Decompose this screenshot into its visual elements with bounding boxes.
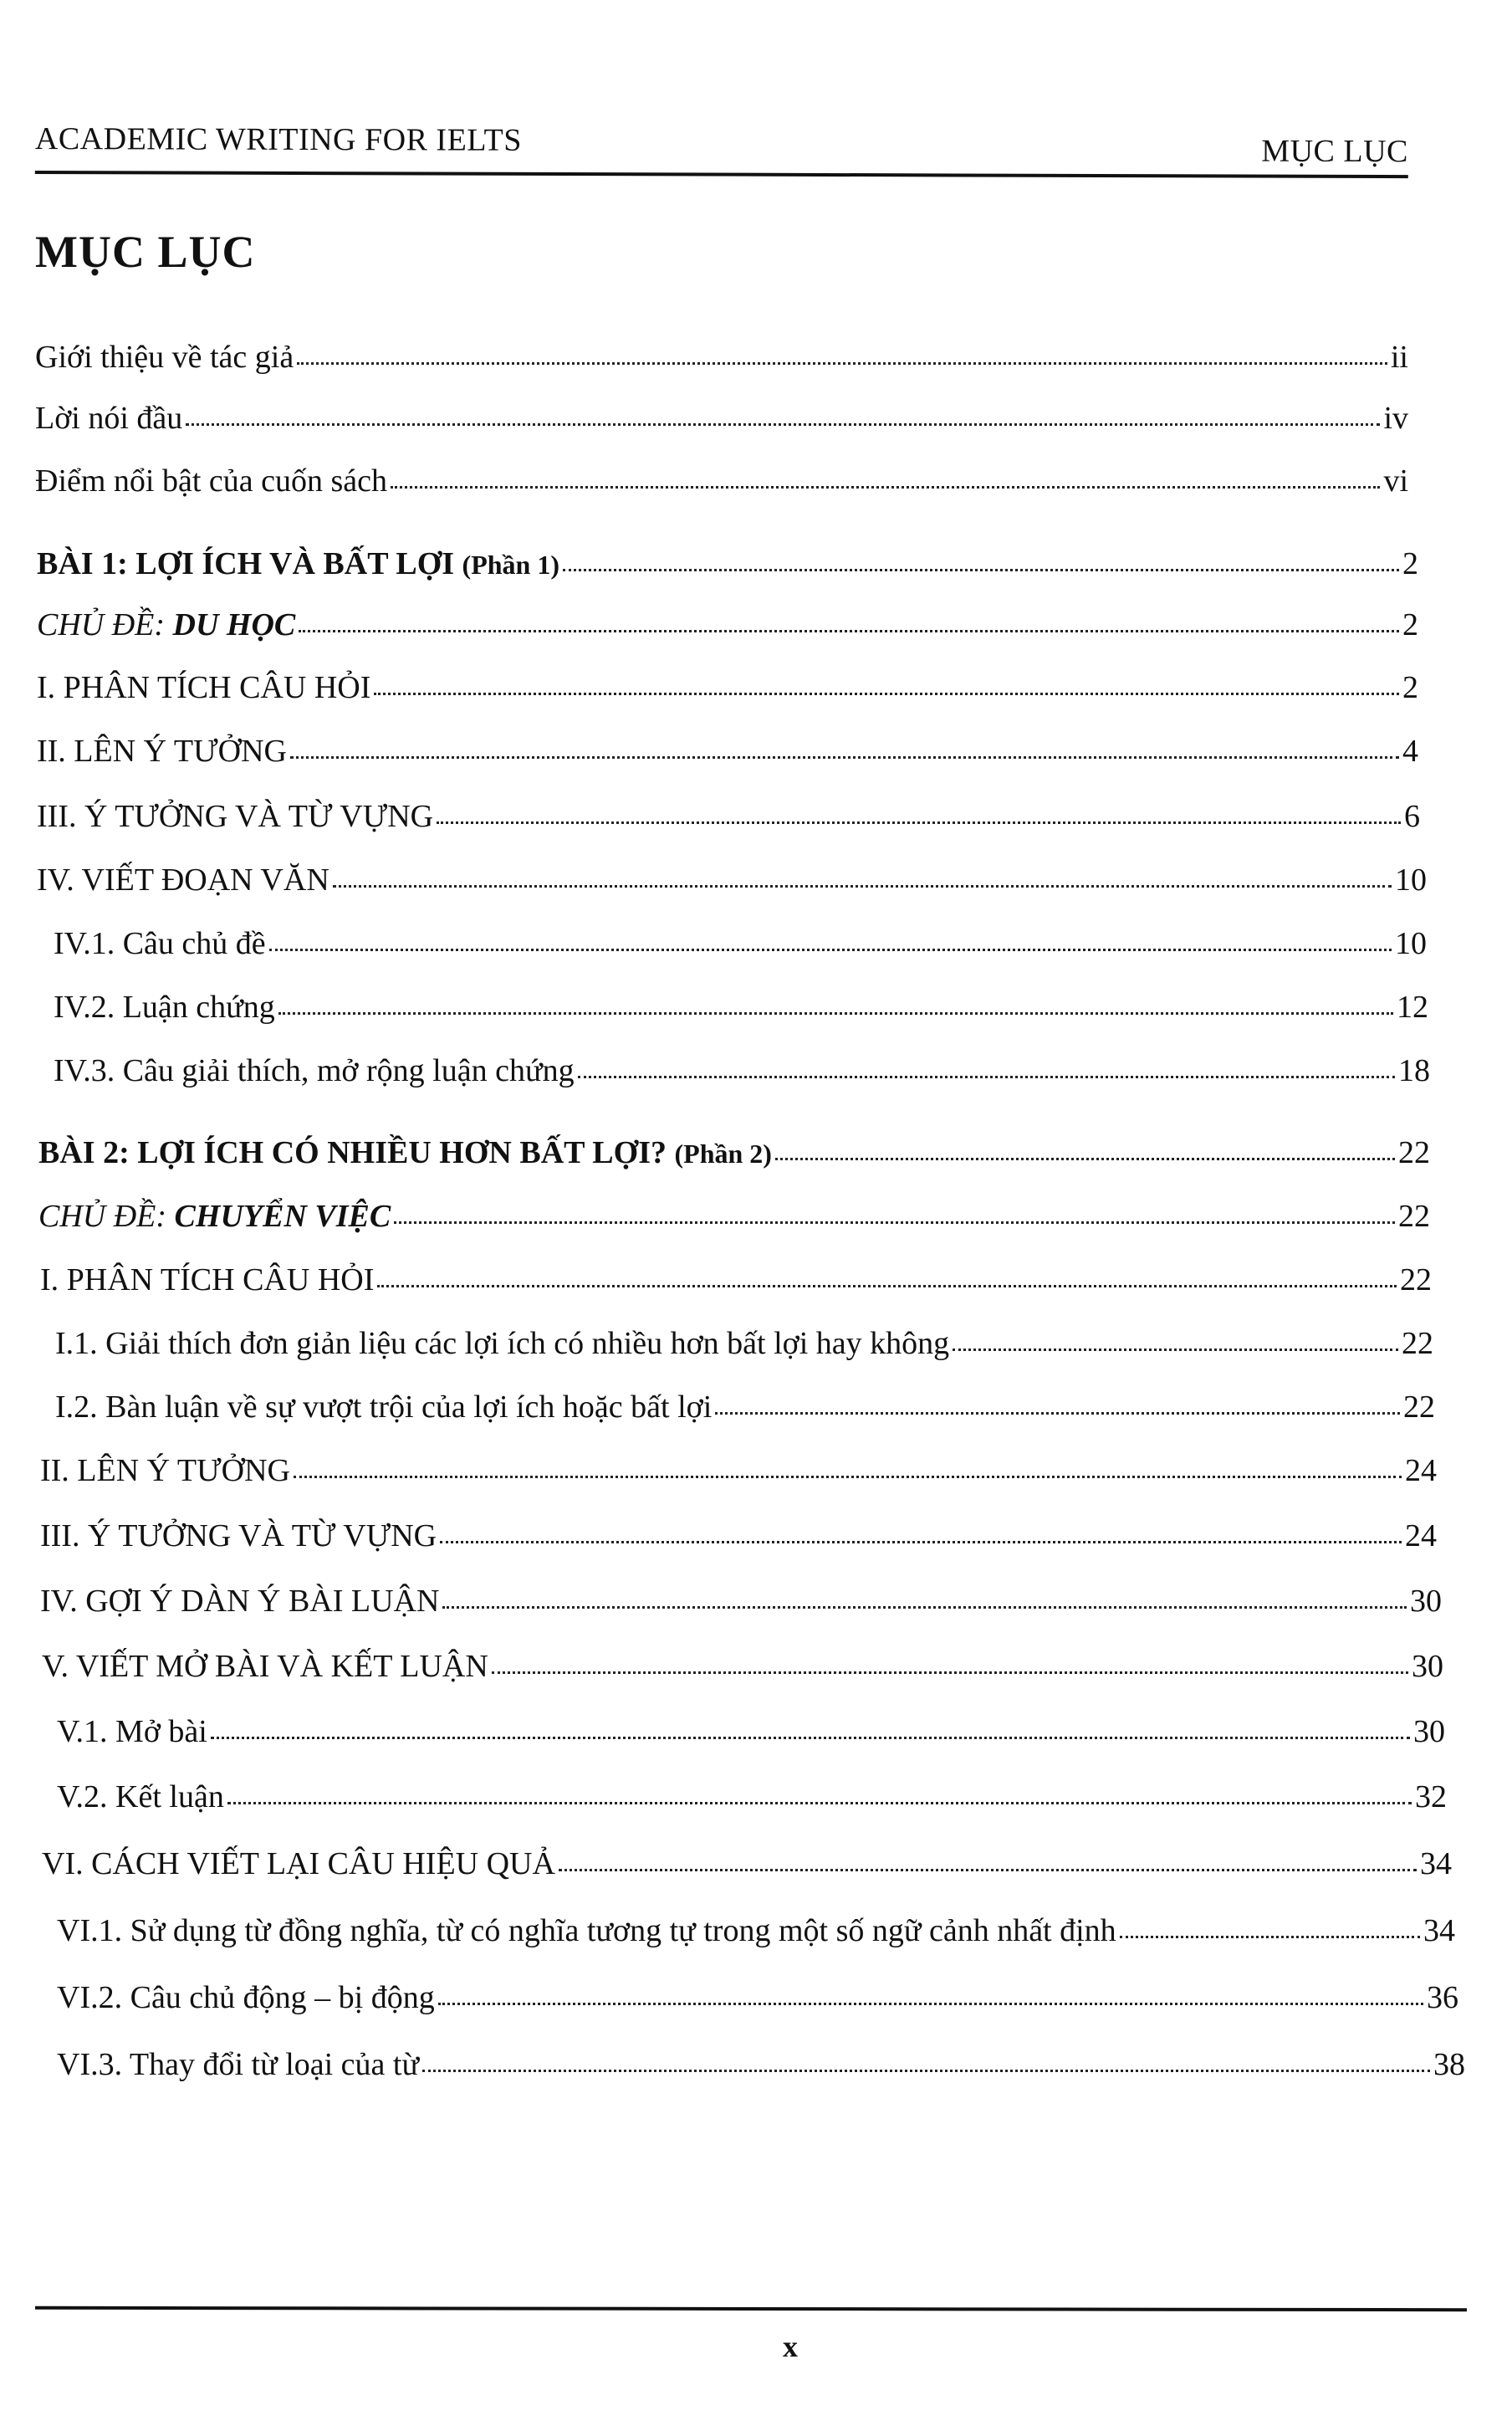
toc-entry	[37, 669, 1418, 716]
toc-page-number: 2	[1402, 670, 1418, 705]
toc-entry-label: Điểm nổi bật của cuốn sách	[35, 463, 388, 499]
toc-entry-label: V.1. Mở bài	[57, 1714, 207, 1749]
toc-entry-sub	[57, 1979, 1458, 2026]
dot-leader	[377, 1284, 1397, 1287]
toc-entry-label: Giới thiệu về tác giả	[35, 340, 294, 375]
toc-page-number: 10	[1395, 862, 1427, 898]
topic-name: CHUYỂN VIỆC	[174, 1199, 391, 1234]
dot-leader	[438, 2002, 1423, 2005]
toc-entry-label: III. Ý TƯỞNG VÀ TỪ VỰNG	[37, 799, 434, 834]
dot-leader	[290, 755, 1399, 759]
toc-page-number: ii	[1390, 340, 1408, 375]
dot-leader	[422, 2069, 1430, 2072]
toc-entry	[35, 339, 1408, 386]
toc-page-number: iv	[1383, 401, 1408, 436]
dot-leader	[715, 1411, 1400, 1415]
toc-entry-label: IV. GỢI Ý DÀN Ý BÀI LUẬN	[40, 1584, 440, 1619]
lesson-part: (Phần 2)	[674, 1139, 772, 1169]
toc-entry-sub	[54, 925, 1427, 972]
toc-entry-sub	[55, 1325, 1433, 1372]
toc-entry	[37, 862, 1427, 908]
dot-leader	[492, 1671, 1408, 1674]
lesson-title: BÀI 1: LỢI ÍCH VÀ BẤT LỢI	[37, 546, 455, 581]
toc-page-number: 34	[1423, 1913, 1455, 1948]
topic-name: DU HỌC	[172, 607, 296, 642]
toc-entry-label: V. VIẾT MỞ BÀI VÀ KẾT LUẬN	[42, 1649, 488, 1684]
toc-page-number: 38	[1433, 2047, 1465, 2082]
dot-leader	[440, 1540, 1402, 1543]
toc-entry-label: VI. CÁCH VIẾT LẠI CÂU HIỆU QUẢ	[42, 1846, 555, 1881]
dot-leader	[578, 1075, 1395, 1078]
toc-entry-label: III. Ý TƯỞNG VÀ TỪ VỰNG	[40, 1518, 437, 1553]
toc-page-number: 22	[1398, 1199, 1430, 1234]
book-title-header: ACADEMIC WRITING FOR IELTS	[34, 121, 522, 158]
toc-entry-label: IV.1. Câu chủ đề	[54, 926, 266, 961]
dot-leader	[186, 422, 1380, 426]
dot-leader	[269, 948, 1392, 951]
dot-leader	[437, 821, 1401, 824]
dot-leader	[297, 361, 1387, 365]
dot-leader	[442, 1605, 1407, 1609]
toc-page-number: 32	[1415, 1779, 1447, 1814]
toc-entry	[35, 463, 1408, 509]
toc-page-number: 2	[1402, 607, 1418, 642]
toc-entry-label	[37, 545, 559, 582]
dot-leader	[227, 1801, 1412, 1804]
toc-page-number: 2	[1402, 546, 1418, 581]
toc-entry-label: IV.3. Câu giải thích, mở rộng luận chứng	[54, 1053, 575, 1088]
dot-leader	[374, 692, 1399, 695]
toc-entry-label: II. LÊN Ý TƯỞNG	[37, 734, 287, 769]
toc-entry-label: I. PHÂN TÍCH CÂU HỎI	[37, 670, 371, 705]
toc-entry	[40, 1262, 1432, 1308]
toc-page-number: 4	[1402, 734, 1418, 769]
toc-entry	[40, 1452, 1437, 1499]
toc-entry	[42, 1648, 1443, 1695]
section-title-header: MỤC LỤC	[1261, 133, 1408, 170]
toc-page-number: 12	[1397, 990, 1428, 1025]
toc-entry-label	[38, 1134, 772, 1171]
toc-entry-label: I.2. Bàn luận về sự vượt trội của lợi ích hoặc bất lợi	[55, 1389, 713, 1425]
toc-entry-label: VI.1. Sử dụng từ đồng nghĩa, từ có nghĩa tương tự trong một số ngữ cảnh nhất định	[57, 1913, 1116, 1948]
toc-entry-sub	[57, 2046, 1465, 2093]
toc-page-number: 22	[1403, 1389, 1435, 1425]
toc-entry-label: II. LÊN Ý TƯỞNG	[40, 1453, 290, 1488]
lesson-title: BÀI 2: LỢI ÍCH CÓ NHIỀU HƠN BẤT LỢI?	[38, 1135, 667, 1170]
toc-entry-sub	[54, 1052, 1430, 1099]
topic-prefix: CHỦ ĐỀ:	[38, 1199, 175, 1234]
dot-leader	[299, 629, 1399, 632]
dot-leader	[294, 1475, 1402, 1478]
toc-page-number: 18	[1398, 1053, 1430, 1088]
toc-entry	[35, 400, 1408, 447]
toc-entry-sub	[54, 989, 1428, 1036]
toc-entry-topic	[38, 1198, 1430, 1245]
dot-leader	[1120, 1935, 1420, 1938]
dot-leader	[278, 1011, 1393, 1015]
toc-entry-label: I.1. Giải thích đơn giản liệu các lợi ích có nhiều hơn bất lợi hay không	[55, 1326, 950, 1361]
toc-entry-topic	[37, 606, 1418, 653]
dot-leader	[394, 1221, 1395, 1224]
dot-leader	[333, 884, 1392, 888]
toc-page-number: 30	[1410, 1584, 1442, 1619]
toc-entry	[42, 1845, 1452, 1892]
dot-leader	[775, 1157, 1395, 1160]
toc-entry-label: IV. VIẾT ĐOẠN VĂN	[37, 862, 329, 898]
toc-page-number: vi	[1383, 463, 1408, 499]
toc-entry-label: Lời nói đầu	[35, 401, 183, 436]
dot-leader	[563, 568, 1399, 571]
toc-entry-label: VI.2. Câu chủ động – bị động	[57, 1980, 435, 2015]
toc-page-number: 10	[1395, 926, 1427, 961]
toc-entry-sub	[57, 1912, 1455, 1959]
toc-page-number: 36	[1427, 1980, 1458, 2015]
dot-leader	[391, 485, 1380, 489]
toc-page-number: 24	[1405, 1453, 1437, 1488]
toc-entry-sub	[57, 1713, 1445, 1760]
dot-leader	[559, 1868, 1417, 1871]
toc-entry-label: IV.2. Luận chứng	[54, 990, 275, 1025]
toc-page-number: 24	[1405, 1518, 1437, 1553]
toc-page-number: 6	[1404, 799, 1420, 834]
toc-entry-label	[38, 1198, 391, 1235]
toc-entry	[37, 733, 1418, 780]
toc-page-number: 30	[1413, 1714, 1445, 1749]
toc-entry-lesson	[37, 545, 1418, 592]
toc-entry	[37, 798, 1420, 845]
dot-leader	[211, 1736, 1410, 1739]
toc-entry-sub	[55, 1389, 1435, 1436]
toc-entry-lesson	[38, 1134, 1430, 1181]
lesson-part: (Phần 1)	[462, 550, 559, 580]
toc-entry-label: V.2. Kết luận	[57, 1779, 224, 1814]
topic-prefix: CHỦ ĐỀ:	[37, 607, 173, 642]
page-number: x	[783, 2330, 798, 2363]
toc-page-number: 22	[1400, 1262, 1432, 1297]
toc-page-number: 22	[1398, 1135, 1430, 1170]
toc-page-number: 34	[1420, 1846, 1452, 1881]
toc-entry-sub	[57, 1778, 1447, 1825]
toc-entry-label: VI.3. Thay đổi từ loại của từ	[57, 2047, 420, 2082]
toc-entry-label: I. PHÂN TÍCH CÂU HỎI	[40, 1262, 375, 1297]
toc-page-number: 22	[1402, 1326, 1433, 1361]
page-title: MỤC LỤC	[35, 227, 256, 277]
dot-leader	[953, 1348, 1398, 1351]
toc-entry	[40, 1583, 1442, 1630]
toc-entry-label	[37, 606, 295, 643]
toc-page-number: 30	[1412, 1649, 1443, 1684]
toc-entry	[40, 1517, 1437, 1564]
